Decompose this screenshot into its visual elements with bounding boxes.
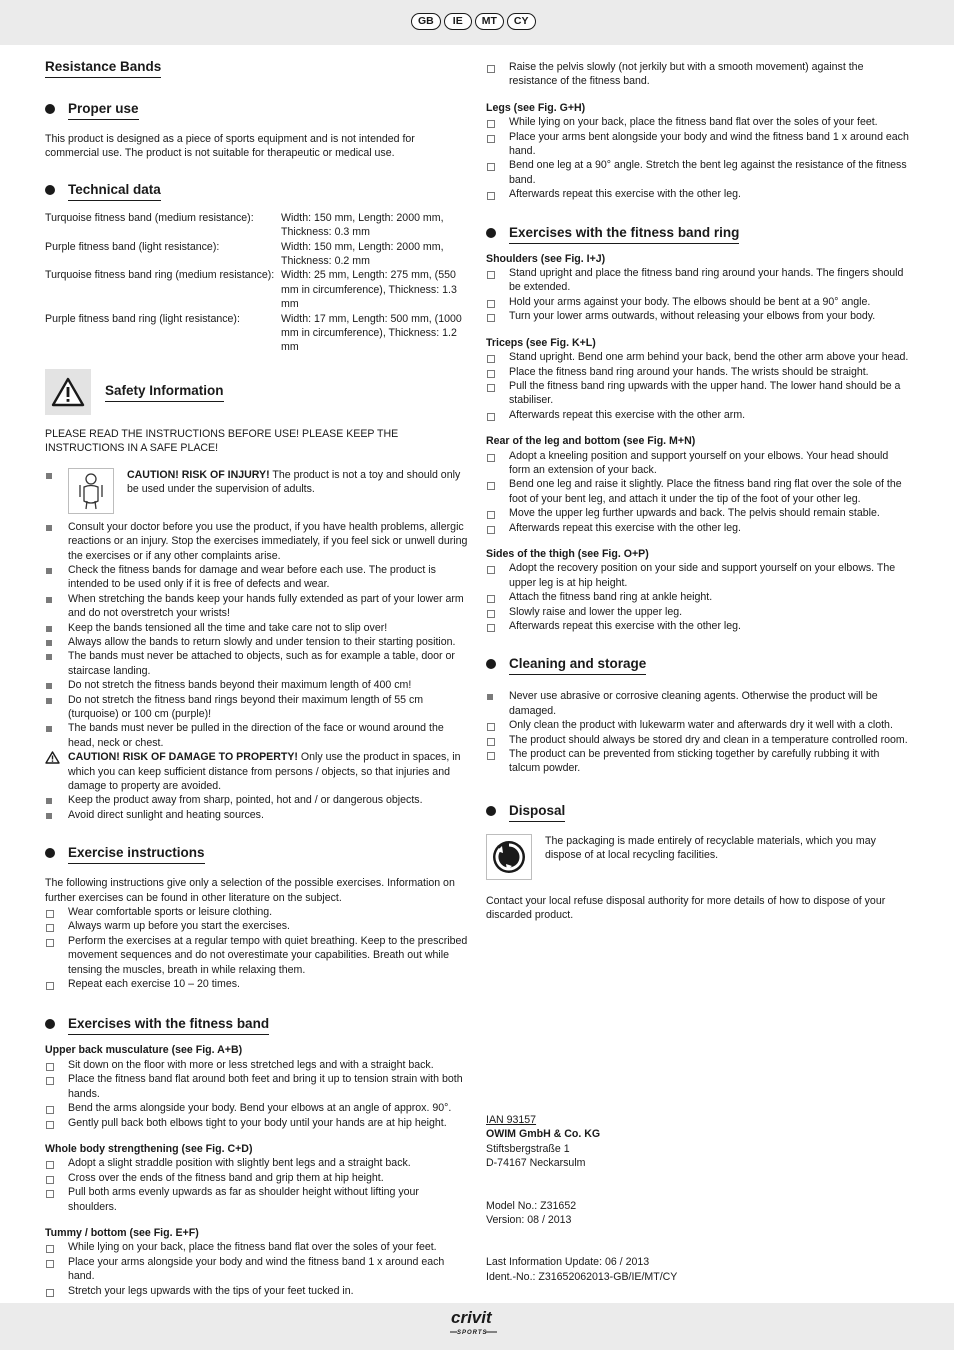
company-name: OWIM GmbH & Co. KG — [486, 1128, 601, 1141]
list-item: Repeat each exercise 10 – 20 times. — [45, 977, 468, 991]
section-title: Safety Information — [105, 382, 224, 402]
exercise-list — [45, 1240, 468, 1298]
list-item: Avoid direct sunlight and heating sources. — [45, 808, 468, 822]
bullet-dot-icon — [486, 806, 496, 816]
caution-property: CAUTION! RISK OF DAMAGE TO PROPERTY! Only use the product in spaces, in which you can keep sufficient distance from persons / objects, so that injuries and damage to property are avoided. — [45, 750, 468, 793]
list-item: Pull the fitness band ring upwards with the upper hand. The lower hand should be a stabiliser. — [486, 379, 909, 408]
list-item: The product can be prevented from sticking together by carefully rubbing it with talcum powder. — [486, 747, 909, 776]
bullet-dot-icon — [45, 848, 55, 858]
list-item: Afterwards repeat this exercise with the other leg. — [486, 521, 909, 535]
caution-injury-text: CAUTION! RISK OF INJURY! The product is not a toy and should only be used under the supervision of adults. — [127, 468, 461, 496]
tech-key: Turquoise fitness band (medium resistance): — [45, 211, 254, 224]
tech-value: Width: 25 mm, Length: 275 mm, (550 mm in circumference), Thickness: 1.3 mm — [281, 269, 457, 311]
tech-key: Purple fitness band ring (light resistance): — [45, 312, 240, 325]
ident-number: Ident.-No.: Z31652062013-GB/IE/MT/CY — [486, 1270, 678, 1283]
list-item: Stand upright. Bend one arm behind your back, bend the other arm above your head. — [486, 350, 909, 364]
list-item: Do not stretch the fitness bands beyond their maximum length of 400 cm! — [45, 678, 468, 692]
child-warning-icon — [68, 468, 114, 514]
lang-ie: IE — [444, 13, 472, 30]
list-item: Do not stretch the fitness band rings beyond their maximum length of 55 cm (turquoise) or 100 cm (purple)! — [45, 693, 468, 722]
list-item: Always allow the bands to return slowly and under tension to their starting position. — [45, 635, 468, 649]
bullet-dot-icon — [486, 659, 496, 669]
list-item: Raise the pelvis slowly (not jerkily but with a smooth movement) against the resistance of the fitness band. — [486, 60, 909, 89]
section-title: Disposal — [509, 802, 565, 822]
exercise-list — [45, 905, 468, 991]
list-item: Pull both arms evenly upwards as far as shoulder height without lifting your shoulders. — [45, 1185, 468, 1214]
ian-number: IAN 93157 — [486, 1114, 537, 1126]
subheading: Rear of the leg and bottom (see Fig. M+N) — [486, 435, 696, 448]
bullet-dot-icon — [45, 1019, 55, 1029]
list-item: Place the fitness band ring around your hands. The wrists should be straight. — [486, 365, 909, 379]
cleaning-list — [486, 689, 909, 718]
model-number: Model No.: Z31652 — [486, 1199, 577, 1212]
disposal-heading — [486, 802, 909, 822]
exercise-list — [486, 115, 909, 201]
list-item: Hold your arms against your body. The elbows should be bent at a 90° angle. — [486, 295, 909, 309]
list-item: While lying on your back, place the fitness band flat over the soles of your feet. — [486, 115, 909, 129]
company-city: D-74167 Neckarsulm — [486, 1157, 586, 1170]
document-title: Resistance Bands — [45, 58, 161, 78]
exercise-list — [486, 561, 909, 633]
left-column — [45, 58, 468, 1298]
ring-exercises-heading — [486, 224, 909, 244]
lang-mt: MT — [475, 13, 504, 30]
manufacturer-info — [486, 1113, 909, 1284]
exercise-list — [486, 266, 909, 324]
list-item: Sit down on the floor with more or less stretched legs and with a straight back. — [45, 1058, 468, 1072]
subheading: Tummy / bottom (see Fig. E+F) — [45, 1226, 199, 1239]
disposal-recycle — [486, 834, 909, 880]
tech-value: Width: 150 mm, Length: 2000 mm, Thickness: 0.2 mm — [281, 240, 444, 268]
list-item: Perform the exercises at a regular tempo with quiet breathing. Keep to the prescribed movement sequences and do not overestimate your capabilities. Breath out while tensing the muscles, breath in while relaxing them. — [45, 934, 468, 977]
list-item: Stretch your legs upwards with the tips of your feet tucked in. — [45, 1284, 468, 1298]
warning-triangle-icon — [45, 369, 91, 415]
list-item: The bands must never be pulled in the direction of the face or wound around the head, neck or chest. — [45, 721, 468, 750]
brand-sub: SPORTS — [457, 1330, 488, 1336]
lang-gb: GB — [411, 13, 441, 30]
section-title: Cleaning and storage — [509, 655, 646, 675]
lang-cy: CY — [507, 13, 536, 30]
list-item: Slowly raise and lower the upper leg. — [486, 605, 909, 619]
section-title: Technical data — [68, 181, 161, 201]
list-item: Keep the bands tensioned all the time and take care not to slip over! — [45, 621, 468, 635]
right-column — [486, 60, 909, 923]
subheading: Sides of the thigh (see Fig. O+P) — [486, 547, 649, 560]
list-item: Consult your doctor before you use the product, if you have health problems, allergic reactions or an injury. Stop the exercises immediately, if you feel sick or unwell during the exercises or if any other complaints arise. — [45, 520, 468, 563]
list-item: Cross over the ends of the fitness band and grip them at hip height. — [45, 1171, 468, 1185]
tech-key: Turquoise fitness band ring (medium resistance): — [45, 269, 275, 282]
list-item: Attach the fitness band ring at ankle height. — [486, 590, 909, 604]
list-item: Only clean the product with lukewarm water and afterwards dry it well with a cloth. — [486, 718, 909, 732]
subheading: Triceps (see Fig. K+L) — [486, 336, 596, 349]
safety-intro: PLEASE READ THE INSTRUCTIONS BEFORE USE! PLEASE KEEP THE INSTRUCTIONS IN A SAFE PLACE! — [45, 427, 399, 455]
small-warning-icon — [45, 751, 60, 768]
tech-row — [45, 268, 468, 311]
technical-heading — [45, 181, 468, 201]
exercise-list — [486, 60, 909, 89]
exercise-list — [486, 350, 909, 422]
list-item: Bend one leg and raise it slightly. Place the fitness band ring flat over the sole of the foot of your bent leg, and attach it under the tip of the foot of your other leg. — [486, 477, 909, 506]
list-item: Place your arms alongside your body and wind the fitness band 1 x around each hand. — [45, 1255, 468, 1284]
list-item: The bands must never be attached to objects, such as for example a table, door or staircase landing. — [45, 649, 468, 678]
tech-value: Width: 150 mm, Length: 2000 mm, Thickness: 0.3 mm — [281, 211, 444, 239]
list-item: Keep the product away from sharp, pointed, hot and / or dangerous objects. — [45, 793, 468, 807]
exercise-intro: The following instructions give only a selection of the possible exercises. Information on further exercises can be found in other literature on the subject. — [45, 877, 455, 904]
subheading: Whole body strengthening (see Fig. C+D) — [45, 1142, 253, 1155]
list-item: When stretching the bands keep your hands fully extended as part of your lower arm and do not overstretch your wrists! — [45, 592, 468, 621]
version: Version: 08 / 2013 — [486, 1214, 572, 1227]
list-item: Always warm up before you start the exercises. — [45, 919, 468, 933]
section-title: Proper use — [68, 100, 139, 120]
list-item: Move the upper leg further upwards and back. The pelvis should remain stable. — [486, 506, 909, 520]
proper-use-heading — [45, 100, 468, 120]
list-item: The product should always be stored dry and clean in a temperature controlled room. — [486, 733, 909, 747]
bullet-dot-icon — [45, 185, 55, 195]
section-title: Exercise instructions — [68, 844, 205, 864]
cleaning-list-2 — [486, 718, 909, 776]
green-dot-recycle-icon — [486, 834, 532, 880]
list-item: Check the fitness bands for damage and wear before each use. The product is intended to be used only if it is free of defects and wear. — [45, 563, 468, 592]
list-item: Stand upright and place the fitness band ring around your hands. The fingers should be extended. — [486, 266, 909, 295]
tech-key: Purple fitness band (light resistance): — [45, 240, 220, 253]
technical-table — [45, 211, 468, 355]
proper-use-text: This product is designed as a piece of sports equipment and is not intended for commercial use. The product is not suitable for therapeutic or medical use. — [45, 133, 415, 160]
exercise-list — [45, 1058, 468, 1130]
list-item: Place your arms bent alongside your body and wind the fitness band 1 x around each hand. — [486, 130, 909, 159]
tech-row — [45, 240, 468, 269]
cleaning-heading — [486, 655, 909, 675]
subheading: Shoulders (see Fig. I+J) — [486, 252, 606, 265]
brand-name: crivit — [451, 1308, 492, 1327]
list-item: Afterwards repeat this exercise with the other arm. — [486, 408, 909, 422]
list-item: Place the fitness band flat around both feet and bring it up to tension strain with both hands. — [45, 1072, 468, 1101]
list-item: Adopt a kneeling position and support yourself on your elbows. Your head should form an extension of your back. — [486, 449, 909, 478]
bullet-dot-icon — [486, 228, 496, 238]
list-item: Afterwards repeat this exercise with the other leg. — [486, 187, 909, 201]
recycle-text: The packaging is made entirely of recyclable materials, which you may dispose of at local recycling facilities. — [545, 834, 876, 862]
company-street: Stiftsbergstraße 1 — [486, 1142, 570, 1155]
list-item: Bend one leg at a 90° angle. Stretch the bent leg against the resistance of the fitness band. — [486, 158, 909, 187]
subheading: Upper back musculature (see Fig. A+B) — [45, 1044, 243, 1057]
exercise-list — [486, 449, 909, 535]
safety-heading — [45, 369, 468, 415]
disposal-contact: Contact your local refuse disposal authority for more details of how to dispose of your discarded product. — [486, 894, 886, 922]
band-exercises-heading — [45, 1015, 468, 1035]
section-title: Exercises with the fitness band — [68, 1015, 269, 1035]
tech-row — [45, 312, 468, 355]
list-item: Wear comfortable sports or leisure clothing. — [45, 905, 468, 919]
list-item: Bend the arms alongside your body. Bend your elbows at an angle of approx. 90°. — [45, 1101, 468, 1115]
tech-row — [45, 211, 468, 240]
crivit-logo — [449, 1306, 505, 1340]
list-item: Afterwards repeat this exercise with the other leg. — [486, 619, 909, 633]
safety-list-2 — [45, 793, 468, 822]
exercise-list — [45, 1156, 468, 1214]
caution-injury — [45, 468, 468, 514]
last-update: Last Information Update: 06 / 2013 — [486, 1256, 650, 1269]
exercise-instructions-heading — [45, 844, 468, 864]
list-item: Turn your lower arms outwards, without releasing your elbows from your body. — [486, 309, 909, 323]
list-item: Adopt a slight straddle position with slightly bent legs and a straight back. — [45, 1156, 468, 1170]
subheading: Legs (see Fig. G+H) — [486, 101, 586, 114]
bullet-dot-icon — [45, 104, 55, 114]
language-selector — [411, 13, 536, 30]
list-item: While lying on your back, place the fitness band flat over the soles of your feet. — [45, 1240, 468, 1254]
safety-list — [45, 520, 468, 751]
list-item: Gently pull back both elbows tight to your body until your hands are at hip height. — [45, 1116, 468, 1130]
tech-value: Width: 17 mm, Length: 500 mm, (1000 mm in circumference), Thickness: 1.2 mm — [281, 312, 462, 354]
section-title: Exercises with the fitness band ring — [509, 224, 739, 244]
list-item: Adopt the recovery position on your side and support yourself on your elbows. The upper leg is at hip height. — [486, 561, 909, 590]
list-item: Never use abrasive or corrosive cleaning agents. Otherwise the product will be damaged. — [486, 689, 909, 718]
